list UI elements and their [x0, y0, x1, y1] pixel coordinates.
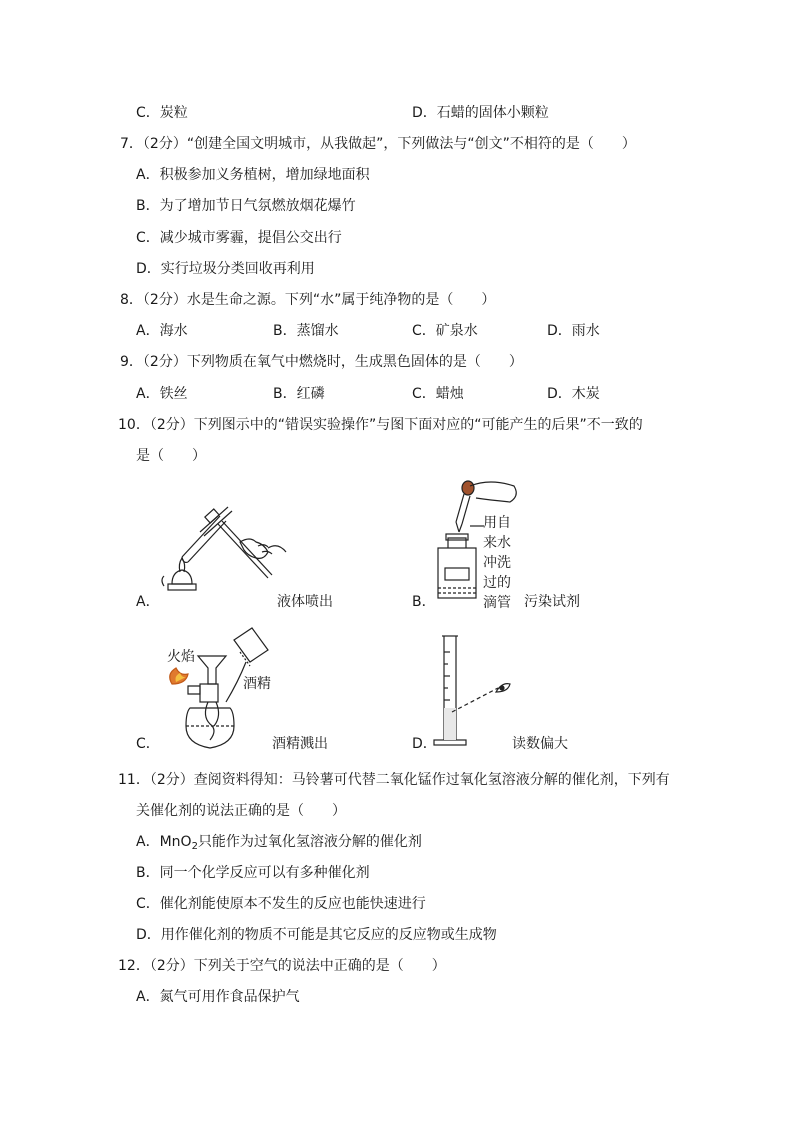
- q10-b-note-line: 滴管: [483, 595, 511, 611]
- q10-c-flame-label: 火焰: [167, 649, 195, 665]
- q11-option-a-formula: A．MnO: [136, 834, 192, 850]
- q7-option-d: D．实行垃圾分类回收再利用: [136, 261, 315, 277]
- q10-c-alcohol-label: 酒精: [243, 676, 271, 692]
- q10-d-label: D．: [412, 736, 437, 752]
- q11-option-c: C．催化剂能使原本不发生的反应也能快速进行: [136, 896, 426, 912]
- q8-option-c: C．矿泉水: [412, 323, 478, 339]
- q10-b-note-line: 冲洗: [483, 555, 511, 571]
- q10-d-result: 读数偏大: [512, 736, 568, 752]
- q10-c-result: 酒精溅出: [272, 736, 328, 752]
- q7-option-c: C．减少城市雾霾，提倡公交出行: [136, 230, 342, 246]
- q11-stem-line2: 关催化剂的说法正确的是（ ）: [136, 803, 346, 819]
- q11-option-d: D．用作催化剂的物质不可能是其它反应的反应物或生成物: [136, 927, 497, 943]
- q10-stem-line1: 10．（2分）下列图示中的“错误实验操作”与图下面对应的“可能产生的后果”不一致的: [118, 417, 643, 433]
- q10-b-label: B．: [412, 594, 436, 610]
- q7-option-b: B．为了增加节日气氛燃放烟花爆竹: [136, 198, 356, 214]
- q9-stem: 9．（2分）下列物质在氧气中燃烧时，生成黑色固体的是（ ）: [120, 354, 523, 370]
- q11-stem-line1: 11．（2分）查阅资料得知：马铃薯可代替二氧化锰作过氧化氢溶液分解的催化剂，下列有: [118, 772, 670, 788]
- q11-option-a: [136, 833, 422, 851]
- q7-option-a: A．积极参加义务植树，增加绿地面积: [136, 167, 370, 183]
- q6-option-d: D．石蜡的固体小颗粒: [412, 105, 549, 121]
- q9-option-b: B．红磷: [273, 386, 325, 402]
- q8-option-b: B．蒸馏水: [273, 323, 339, 339]
- q11-option-a-subscript: 2: [191, 841, 198, 852]
- q11-option-b: B．同一个化学反应可以有多种催化剂: [136, 865, 370, 881]
- q10-b-note-line: 过的: [483, 575, 511, 591]
- figure-d-graduated-cylinder: [428, 632, 528, 752]
- q10-b-note-line: 用自: [483, 515, 511, 531]
- q10-a-result: 液体喷出: [277, 594, 333, 610]
- figure-a-heating-test-tube: [160, 502, 290, 602]
- q6-option-c: C．炭粒: [136, 105, 188, 121]
- q10-a-label: A．: [136, 594, 160, 610]
- q12-option-a: A．氮气可用作食品保护气: [136, 989, 300, 1005]
- q8-option-a: A．海水: [136, 323, 188, 339]
- q11-option-a-text: 只能作为过氧化氢溶液分解的催化剂: [197, 834, 422, 850]
- q12-stem: 12．（2分）下列关于空气的说法中正确的是（ ）: [118, 958, 446, 974]
- q10-c-label: C．: [136, 736, 160, 752]
- q10-b-note: [483, 513, 511, 613]
- q8-stem: 8．（2分）水是生命之源。下列“水”属于纯净物的是（ ）: [120, 292, 496, 308]
- q10-b-note-line: 来水: [483, 535, 511, 551]
- q9-option-d: D．木炭: [547, 386, 600, 402]
- q10-b-result: 污染试剂: [524, 594, 580, 610]
- q8-option-d: D．雨水: [547, 323, 600, 339]
- q9-option-a: A．铁丝: [136, 386, 188, 402]
- q9-option-c: C．蜡烛: [412, 386, 464, 402]
- q10-stem-line2: 是（ ）: [136, 448, 206, 464]
- q7-stem: 7．（2分）“创建全国文明城市，从我做起”，下列做法与“创文”不相符的是（ ）: [120, 136, 636, 152]
